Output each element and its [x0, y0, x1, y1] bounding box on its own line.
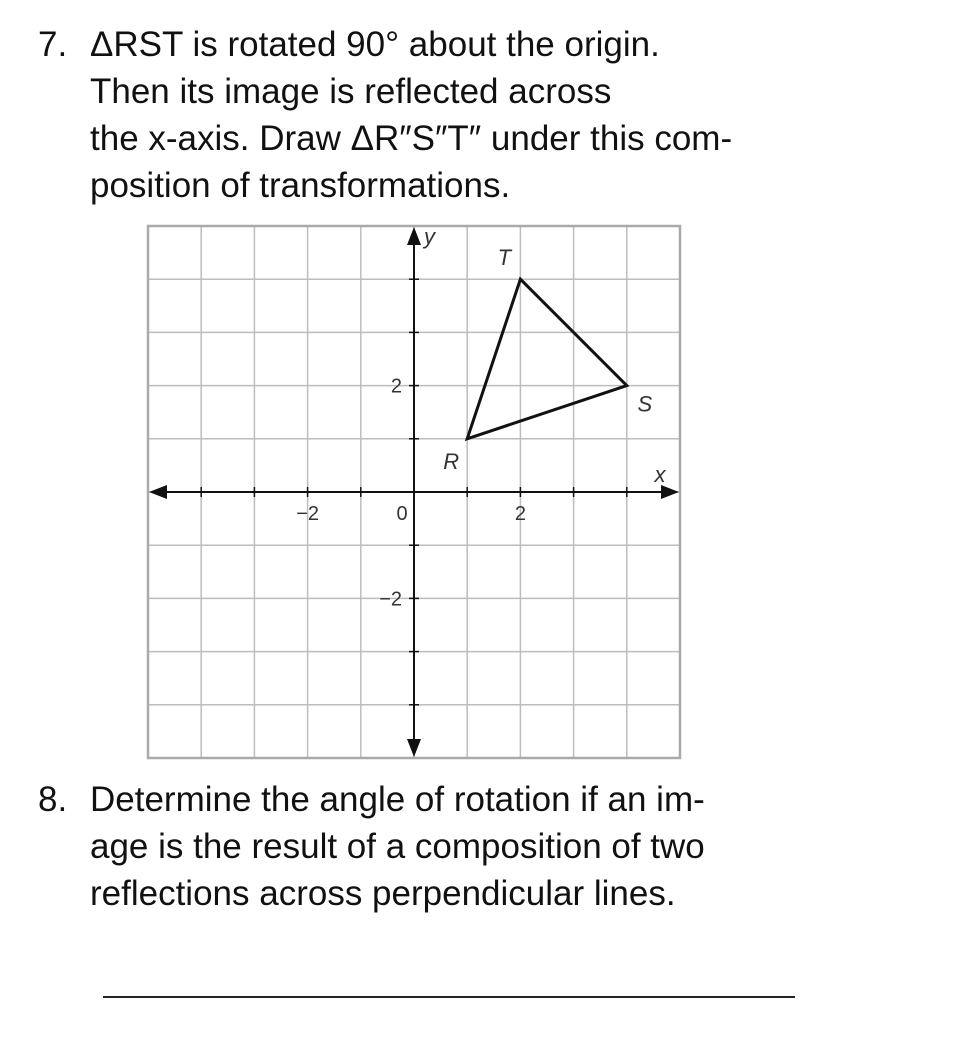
- x-axis-arrow-right-icon: [661, 485, 679, 499]
- x-axis-label: x: [654, 462, 666, 487]
- problem-7-line: position of transformations.: [90, 166, 511, 205]
- vertex-label-t: T: [497, 245, 512, 271]
- problem-8-line: Determine the angle of rotation if an im-: [90, 780, 705, 819]
- answer-line[interactable]: [103, 996, 795, 998]
- x-tick-label: 0: [396, 503, 408, 525]
- vertex-label-s: S: [637, 391, 653, 417]
- problem-7-line: Then its image is reflected across: [90, 72, 612, 111]
- problem-7-line: the x-axis. Draw ΔR″S″T″ under this com-: [90, 119, 733, 158]
- triangle-rst: [467, 279, 627, 439]
- x-tick-label: −2: [296, 503, 320, 525]
- y-tick-label: −2: [379, 588, 402, 611]
- problem-7-line: ΔRST is rotated 90° about the origin.: [90, 25, 660, 64]
- y-axis-arrow-up-icon: [407, 227, 421, 245]
- problem-8-line: age is the result of a composition of two: [90, 827, 705, 866]
- y-axis-label: y: [424, 224, 435, 249]
- problem-8: [38, 776, 858, 917]
- problem-7-number: 7.: [38, 25, 68, 64]
- vertex-label-r: R: [443, 448, 460, 474]
- x-axis-arrow-left-icon: [149, 485, 167, 499]
- y-axis-arrow-down-icon: [407, 739, 421, 757]
- x-tick-label: 2: [514, 503, 526, 525]
- y-tick-label: 2: [390, 375, 402, 398]
- problem-8-line: reflections across perpendicular lines.: [90, 874, 676, 913]
- problem-8-number: 8.: [38, 780, 68, 819]
